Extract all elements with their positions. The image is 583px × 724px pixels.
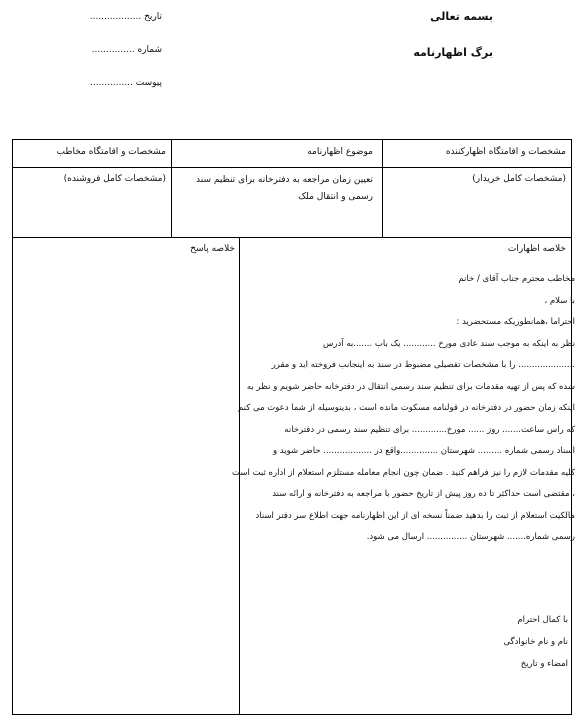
column-divider-left bbox=[171, 140, 172, 237]
body-line: مالکیت استعلام از ثبت را بدهید ضمناً نسخه ای از این اظهارنامه جهت اطلاع سر دفتر اسناد bbox=[255, 510, 575, 521]
regards-text: با کمال احترام bbox=[517, 615, 568, 625]
invocation-title: بسمه تعالی bbox=[430, 10, 493, 23]
table-top-section-divider bbox=[13, 237, 571, 238]
body-line: مخاطب محترم جناب آقای / خانم bbox=[458, 274, 575, 284]
form-title: برگ اظهارنامه bbox=[413, 46, 493, 59]
body-line: که راس ساعت....... روز ...... مورخ............. برای تنظیم سند رسمی در دفترخانه bbox=[284, 424, 575, 435]
body-line: اسناد رسمی شماره ......... شهرستان ..............واقع در .................. حاضر شوید و bbox=[272, 446, 575, 456]
date-field: تاریخ .................. bbox=[89, 12, 162, 22]
signature-block bbox=[368, 615, 568, 681]
signature-date-line: امضاء و تاریخ bbox=[520, 659, 568, 669]
attachment-field: پیوست ............... bbox=[89, 78, 162, 88]
recipient-header: مشخصات و اقامتگاه مخاطب bbox=[56, 147, 166, 157]
recipient-value: (مشخصات کامل فروشنده) bbox=[63, 174, 166, 184]
body-line: اینکه زمان حضور در دفترخانه در قولنامه مسکوت مانده است ، بدینوسیله از شما دعوت می کنم bbox=[237, 403, 575, 413]
declaration-body bbox=[232, 272, 575, 552]
reply-header: خلاصه پاسخ bbox=[190, 244, 235, 254]
body-line: با سلام ، bbox=[544, 295, 575, 306]
body-line: نظر به اینکه به موجب سند عادی مورخ ............ یک باب .......به آدرس bbox=[323, 338, 575, 349]
body-line: احتراما ،همانطوریکه مستحضرید : bbox=[456, 317, 575, 327]
name-line: نام و نام خانوادگی bbox=[503, 637, 568, 647]
table-header-divider bbox=[13, 167, 571, 168]
number-field: شماره ............... bbox=[91, 45, 162, 55]
body-line: کلیه مقدمات لازم را نیز فراهم کنید . ضمان چون انجام معامله مستلزم استعلام از اداره ثبت است bbox=[232, 467, 575, 478]
form-header-left bbox=[62, 12, 162, 111]
sender-header: مشخصات و اقامتگاه اظهارکننده bbox=[445, 147, 566, 157]
body-line: شده که پس از تهیه مقدمات برای تنظیم سند رسمی انتقال در دفترخانه حاضر شویم و نظر به bbox=[246, 381, 575, 392]
column-divider-right bbox=[382, 140, 383, 237]
form-header-right bbox=[413, 10, 493, 59]
body-line: ، مقتضی است حداکثر تا ده روز پیش از تاریخ حضور با مراجعه به دفترخانه و ارائه سند bbox=[272, 489, 575, 499]
subject-value: تعیین زمان مراجعه به دفترخانه برای تنظیم سند رسمی و انتقال ملک bbox=[196, 175, 373, 202]
subject-header: موضوع اظهارنامه bbox=[307, 147, 373, 157]
summary-header: خلاصه اظهارات bbox=[507, 244, 566, 254]
sender-value: (مشخصات کامل خریدار) bbox=[472, 174, 566, 184]
body-line: رسمی شماره....... شهرستان ............... ارسال می شود. bbox=[366, 532, 575, 542]
body-line: ..................... را با مشخصات تفصیلی مضبوط در سند به اینجانب فروخته اید و مقرر bbox=[271, 360, 575, 370]
